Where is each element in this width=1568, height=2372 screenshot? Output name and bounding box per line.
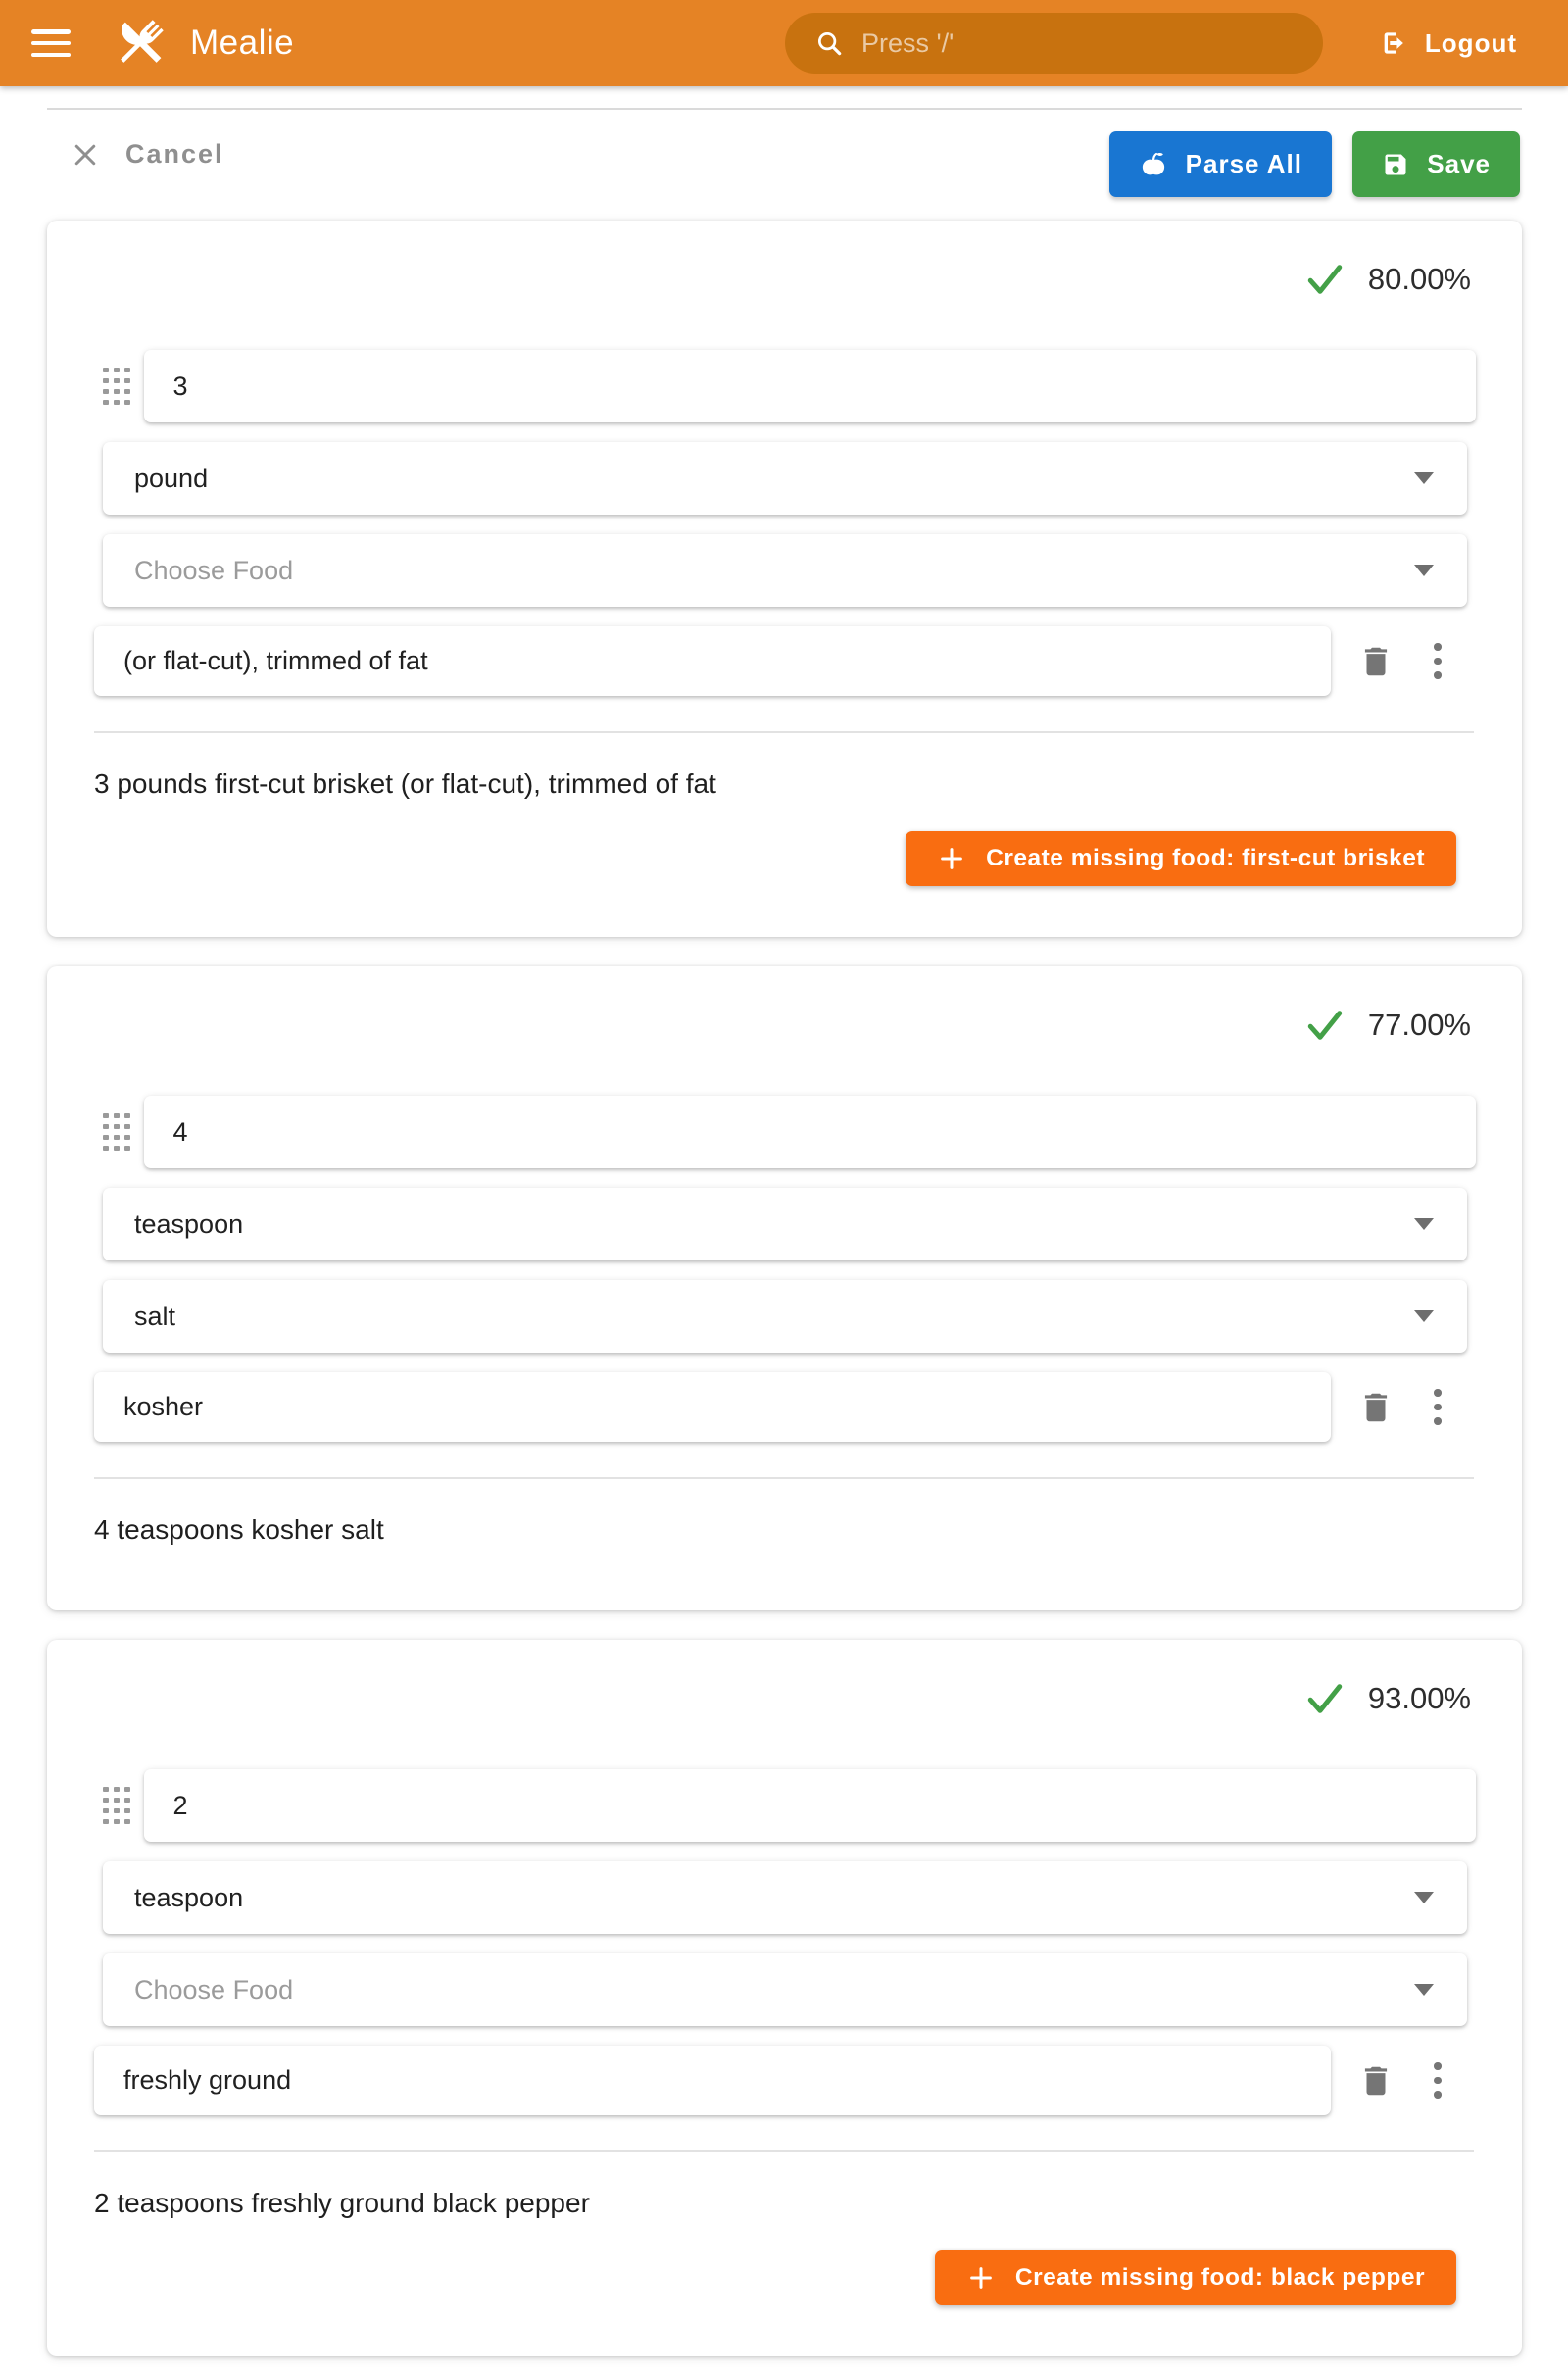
delete-button[interactable]: [1356, 2062, 1396, 2100]
food-select[interactable]: [103, 534, 1467, 607]
confidence-value: 80.00%: [1367, 262, 1471, 296]
card-divider: [94, 731, 1474, 733]
note-input[interactable]: [94, 626, 1331, 696]
cancel-label: Cancel: [125, 139, 224, 169]
confidence-row: [47, 1640, 1522, 1716]
chevron-down-icon: [1414, 565, 1434, 576]
delete-button[interactable]: [1356, 643, 1396, 680]
kebab-menu-button[interactable]: [1421, 643, 1454, 679]
save-icon: [1382, 151, 1409, 178]
logout-button[interactable]: [1378, 0, 1517, 86]
logout-icon: [1378, 27, 1409, 59]
food-value: salt: [134, 1301, 176, 1331]
logout-label: Logout: [1424, 27, 1517, 58]
quantity-input[interactable]: [144, 350, 1477, 422]
mealie-logo-icon: [110, 13, 171, 74]
ingredient-parser-page: [0, 86, 1568, 2356]
create-missing-food-label: Create missing food: black pepper: [1014, 2264, 1425, 2291]
delete-button[interactable]: [1356, 1389, 1396, 1426]
apple-icon: [1139, 150, 1168, 179]
confidence-value: 93.00%: [1367, 1681, 1471, 1715]
check-icon: [1305, 264, 1345, 295]
create-missing-food-button[interactable]: [906, 831, 1456, 886]
ingredient-card: [47, 966, 1522, 1610]
food-placeholder: Choose Food: [134, 555, 294, 585]
cancel-button[interactable]: [71, 139, 224, 170]
ingredient-card: [47, 221, 1522, 937]
plus-icon: [937, 844, 966, 873]
unit-select[interactable]: [103, 442, 1467, 515]
quantity-input[interactable]: [144, 1096, 1477, 1168]
parse-all-button[interactable]: [1109, 131, 1332, 197]
unit-value: teaspoon: [134, 1209, 244, 1239]
trash-icon: [1357, 1389, 1395, 1426]
plus-icon: [966, 2263, 996, 2293]
chevron-down-icon: [1414, 472, 1434, 484]
ingredient-card: [47, 1640, 1522, 2356]
hamburger-menu-icon[interactable]: [31, 29, 71, 57]
drag-handle-icon[interactable]: [103, 368, 130, 406]
drag-handle-icon[interactable]: [103, 1787, 130, 1825]
search-icon: [814, 28, 844, 58]
close-icon: [71, 140, 100, 170]
create-missing-food-label: Create missing food: first-cut brisket: [986, 845, 1425, 871]
confidence-row: [47, 221, 1522, 297]
parse-all-label: Parse All: [1185, 149, 1302, 178]
card-divider: [94, 2150, 1474, 2152]
chevron-down-icon: [1414, 1892, 1434, 1903]
trash-icon: [1357, 643, 1395, 680]
check-icon: [1305, 1683, 1345, 1714]
kebab-menu-button[interactable]: [1421, 1389, 1454, 1425]
chevron-down-icon: [1414, 1310, 1434, 1322]
chevron-down-icon: [1414, 1218, 1434, 1230]
create-missing-food-button[interactable]: [935, 2250, 1456, 2305]
save-label: Save: [1427, 149, 1491, 178]
drag-handle-icon[interactable]: [103, 1113, 130, 1152]
search-bar[interactable]: [785, 13, 1323, 74]
quantity-input[interactable]: [144, 1769, 1477, 1842]
app-header: [0, 0, 1568, 86]
chevron-down-icon: [1414, 1984, 1434, 1996]
card-divider: [94, 1477, 1474, 1479]
search-input[interactable]: [861, 28, 1309, 59]
unit-select[interactable]: [103, 1861, 1467, 1934]
note-input[interactable]: [94, 1372, 1331, 1442]
unit-select[interactable]: [103, 1188, 1467, 1260]
check-icon: [1305, 1010, 1345, 1041]
unit-value: teaspoon: [134, 1882, 244, 1912]
parser-toolbar: [0, 108, 1568, 221]
kebab-menu-button[interactable]: [1421, 2062, 1454, 2099]
confidence-value: 77.00%: [1367, 1008, 1471, 1042]
food-select[interactable]: [103, 1280, 1467, 1353]
food-placeholder: Choose Food: [134, 1974, 294, 2004]
unit-value: pound: [134, 463, 209, 493]
original-ingredient-text: 4 teaspoons kosher salt: [94, 1514, 384, 1545]
original-ingredient-text: 3 pounds first-cut brisket (or flat-cut), trimmed of fat: [94, 768, 716, 799]
save-button[interactable]: [1352, 131, 1520, 197]
original-ingredient-text: 2 teaspoons freshly ground black pepper: [94, 2188, 590, 2218]
note-input[interactable]: [94, 2046, 1331, 2115]
trash-icon: [1357, 2062, 1395, 2100]
app-title: Mealie: [190, 24, 295, 62]
food-select[interactable]: [103, 1953, 1467, 2026]
confidence-row: [47, 966, 1522, 1043]
